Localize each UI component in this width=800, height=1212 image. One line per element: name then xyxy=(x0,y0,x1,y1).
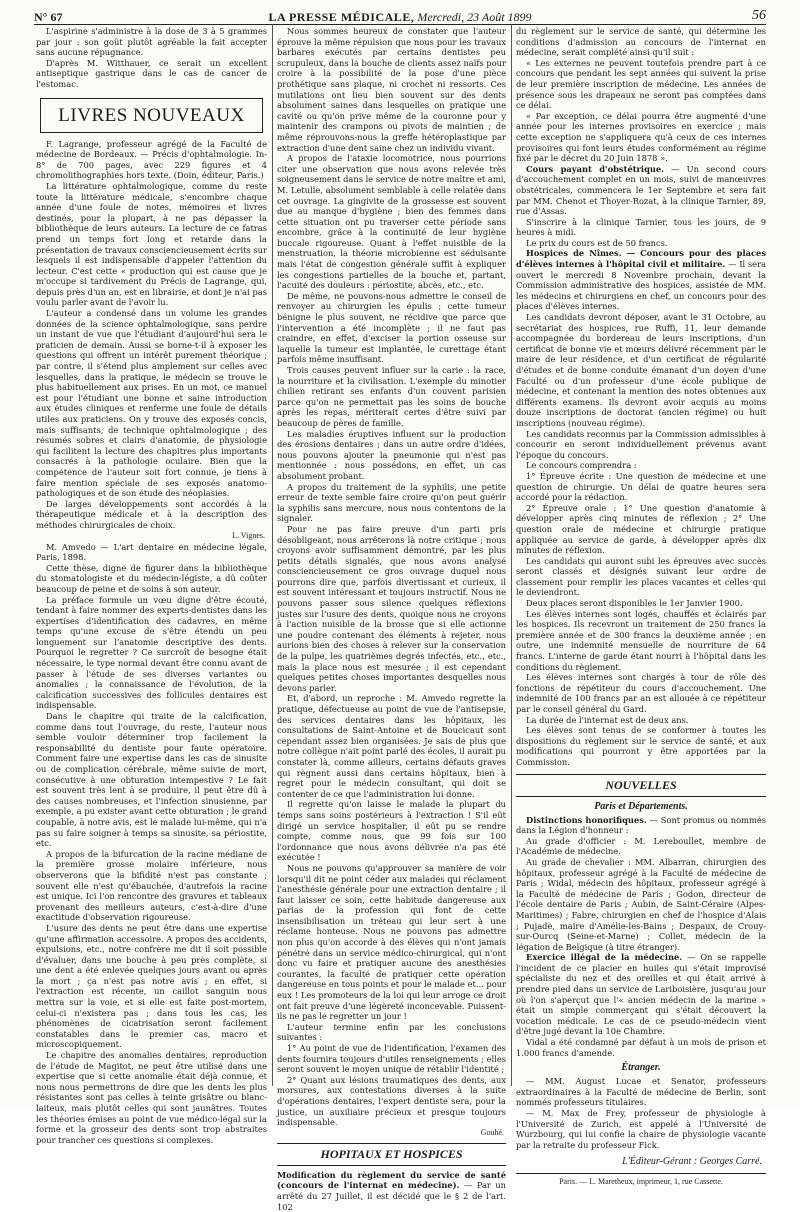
paragraph: L'auteur termine enfin par les conclusions suivantes : xyxy=(277,1021,506,1043)
item-title: Distinctions honorifiques. xyxy=(526,814,647,825)
header-rule xyxy=(34,24,766,25)
item-text: — On se rappelle l'incident de ce placier en huiles qui s'était improvisé spécialiste du nez et des oreilles et qui était arrivé à prendre pied dans un service de Lariboisière, jusqu'au jour où l'on s'aperçut que l'« ancien médecin de la marine » était un simple commerçant qui s'était découvert la vocation médicale. Le cas de ce pseudo-médecin vient d'être jugé devant la 10e Chambre. xyxy=(516,952,767,1037)
paragraph: L'auteur a condensé dans un volume les grandes données de la science ophtalmologique, sans perdre un instant de vue que l'étudiant d'aujourd'hui sera le praticien de demain. Aussi se borne-t-il à exposer les questions qui offrent un intérêt purement théorique ; par contre, il s'étend plus amplement sur celles avec lesquelles, dans la pratique, le médecin se trouve le plus habituellement aux prises. En un mot, ce manuel est pour l'étudiant une bonne et saine introduction aux études cliniques et renferme une foule de détails utiles aux praticiens. On y trouve des exposés concis, mais suffisants, de technique ophtalmologique ; des résumés sobres et clairs d'anatomie, de physiologie qui facilitent la lecture des chapitres plus importants consacrés à la pathologie oculaire. Bien que la compétence de l'auteur soit fort connue, je tiens à faire mention spéciale de ses exposés anatomo-pathologiques et de son étude des néoplasies. xyxy=(36,308,267,499)
paragraph: Nous sommes heureux de constater que l'auteur éprouve la même répulsion que nous pour les travaux barbares exécutés par certains dentistes peu scrupuleux, dans la bouche de clients assez naïfs pour croire à la possibilité de la pose d'une pièce prothétique sans plaque, ni crochet ni ressorts. Ces mutilations ont lieu bien souvent sur des dents absolument saines dans lesquelles on pratique une cavité ou qu'on prive même de la couronne pour y maintenir des crampons ou pivots de maintien ; de même réprouvons-nous la greffe hétéroplastique par extraction d'une dent saine chez un individu vivant. xyxy=(277,26,506,153)
paragraph xyxy=(516,248,766,312)
item-text: — Il sera ouvert le mercredi 8 Novembre prochain, devant la Commission administrative des hospices, assistée de MM. les médecins et chirurgiens en chef, un concours pour des places d'élèves internes. xyxy=(516,259,766,312)
page-number: 56 xyxy=(752,8,766,23)
column-divider-1 xyxy=(272,24,273,1086)
editor-signature: L'Éditeur-Gérant : Georges Carré. xyxy=(622,1156,762,1168)
item-text: — Par un arrêté du 27 Juillet, il est décidé que le § 2 de l'art. 102 xyxy=(277,1180,507,1212)
paragraph xyxy=(516,815,766,836)
paragraph: La durée de l'internat est de deux ans. xyxy=(526,714,689,725)
paragraph: Le chapitre des anomalies dentaires, reproduction de l'étude de Magitot, ne peut être utilisé dans une expertise que si cette anomalie était déjà connue, et nous nous permettrons de dire que les dents les plus résistantes sont pas celles à teinte grisâtre ou blanc-laiteux, mais plutôt celles qui sont jaunâtres. Toutes les théories émises au point de vue médico-légal sur la forme et la grosseur des dents sont trop abstraites pour trancher ces questions si complexes. xyxy=(36,1050,267,1145)
paragraph: 1° Au point de vue de l'identification, l'examen des dents fournira toujours d'utiles renseignements ; elles seront souvent le moyen unique de rétablir l'identité ; xyxy=(277,1043,506,1075)
paragraph xyxy=(277,1170,506,1212)
paragraph: Les maladies éruptives influent sur la production des érosions dentaires ; dans un autre ordre d'idées, nous pouvons ajouter la pneumonie qui n'est pas mentionnée : nous possédons, en effet, un cas absolument probant. xyxy=(277,428,506,481)
paragraph: La littérature ophtalmologique, comme du reste toute la littérature médicale, s'encombre chaque année d'une foule de notes, mémoires et livres destinés, pour la plupart, à ne pas dépasser la bibliothèque de leurs auteurs. La lecture de ce fatras prend un temps fort long et retarde dans la présentation de travaux consciencieusement écrits sur lesquels il est indispensable d'appeler l'attention du lecteur. C'est cette « production qui est cause que je m'occupe si tardivement du Précis de Lagrange, qui, depuis près d'un an, est en librairie, et dont je n'ai pas voulu parler avant de l'avoir lu. xyxy=(36,180,267,308)
aspirin-paragraphs xyxy=(36,26,267,90)
review-signature: L. Vignes. xyxy=(232,530,265,540)
paragraph: M. Amvedo — L'art dentaire en médecine légale, Paris, 1898. xyxy=(36,541,267,563)
paragraph: Au grade d'officier : M. Lereboullet, membre de l'Académie de médecine. xyxy=(516,835,766,857)
section-title-hopitaux: HOPITAUX ET HOSPICES xyxy=(277,1143,506,1166)
paragraph: Les élèves internes sont chargés à tour de rôle des fonctions de répétiteur du cours d'accouchement. Une indemnité de 100 francs par an est allouée à ce répétiteur par le conseil général du Gard. xyxy=(516,672,766,714)
paragraph: Et, d'abord, un reproche : M. Amvedo regrette la pratique, défectueuse au point de vue de l'antisepsie, des services dentaires dans les hôpitaux, les consultations de Saint-Antoine et de Boucicaut sont cependant assez bien organisées. Je sais de plus que notre collègue n'ait point parlé des écoles, il aurait pu constater là, comme ailleurs, certains défauts graves qui règnent aussi dans certains hôpitaux, bien à regret pour le médecin consultant, qui doit se contenter de ce que l'administration lui donne. xyxy=(277,693,506,799)
paragraph: Au grade de chevalier : MM. Albarran, chirurgien des hôpitaux, professeur agrégé à la Faculté de médecine de Paris ; Widal, médecin des hôpitaux, professeur agrégé à la Faculté de médecine de Paris ; Godon, directeur de l'école dentaire de Paris ; Aubin, de Saint-Céraire (Alpes-Maritimes) ; Fabre, chirurgien en chef de l'hospice d'Alais ; Pujade, maire d'Amélie-les-Bains ; Despaux, de Crouy-sur-Ourcq (Seine-et-Marne) ; Collet, médecin de la légation de Belgique (à titre étranger). xyxy=(516,856,766,952)
paragraph: A propos de la bifurcation de la racine médiane de la première grosse molaire inférieure, nous observerons que la bifidité n'est pas constante ; souvent elle n'est qu'ébauchée, d'autrefois la racine est unique. Ici l'on rencontre des gravures et tableaux provenant des meilleurs auteurs, c'est-à-dire d'une exactitude d'observation rigoureuse. xyxy=(36,848,267,923)
paragraph: « Par exception, ce délai pourra être augmenté d'une année pour les internes provisoires en exercice ; mais cette exception ne s'appliquera qu'à ceux de ces internes provisoires qui font leurs études conformément au régime fixé par le décret du 20 Juin 1878 ». xyxy=(516,110,766,164)
paragraph: L'aspirine s'administre à la dose de 3 à 5 grammes par jour : son goût plutôt agréable la fait accepter sans aucune répugnance. xyxy=(36,26,267,58)
paragraph: Les candidats qui auront subi les épreuves avec succès seront classés et désignés suivant leur ordre de classement pour remplir les places vacantes et celles qui le deviendront. xyxy=(516,555,766,598)
paragraph: 1° Épreuve écrite : Une question de médecine et une question de chirurgie. Un délai de quatre heures sera accordé pour la rédaction. xyxy=(516,470,766,503)
review-signature: Gouhé. xyxy=(480,1127,504,1137)
paragraph: Les candidats devront déposer, avant le 31 Octobre, au secrétariat des hospices, rue Ruffi, 11, leur demande accompagnée du bordereau de leurs inscriptions, d'un certificat de bonne vie et mœurs délivré récemment par le maire de leur résidence, et d'un certificat de régularité d'études et de bonne conduite émanant d'un doyen d'une Faculté ou d'un professeur d'une école publique de médecine, et contenant la mention des notes obtenues aux différents examens. Ils devront avoir acquis au moins douze inscriptions de doctorat (ancien régime) ou huit inscriptions (nouveau régime). xyxy=(516,312,766,428)
paragraph: Nous ne pouvons qu'approuver sa manière de voir lorsqu'il dit ne point céder aux malades qui réclament l'anesthésie générale pour une extraction dentaire ; il faut laisser ce soin, cette habitude dangereuse aux parias de la profession qui font de cette insensibilisation un tréteau qui leur sert à une réclame honteuse. Nous ne pouvons pas admettre non plus qu'on accorde à des élèves qui n'ont jamais pénétré dans un service médico-chirurgical, qui n'ont donc vu faire et pratiquer aucune des anesthésies courantes, la faculté de pratiquer cette opération dangereuse en tous points et pour le malade et... pour eux ! Les promoteurs de la loi qui leur arroge ce droit ont fait preuve d'une légèreté inconcevable. Puissent-ils ne pas le regretter un jour ! xyxy=(277,862,506,1022)
paragraph: — M. Max de Frey, professeur de physiologie à l'Université de Zurich, est appelé à l'Université de Wurzbourg, qui lui confie la chaire de physiologie vacante par la retraite du professeur Fick. xyxy=(516,1108,766,1150)
section-title-livres-nouveaux: LIVRES NOUVEAUX xyxy=(40,98,263,133)
review-lagrange xyxy=(36,139,267,540)
subsection-etranger: Étranger. xyxy=(621,1062,661,1074)
paragraph: Les élèves sont tenus de se conformer à toutes les dispositions du règlement sur le service de santé, et aux modifications qui pourront y être apportées par la Commission. xyxy=(516,725,766,767)
paragraph: « Les externes ne peuvent toutefois prendre part à ce concours que pendant les sept années qui suivent la prise de leur première inscription de médecine. Les années de présence sous les drapeaux ne seront pas comptées dans ce délai. xyxy=(516,57,766,111)
paragraph: Trois causes peuvent influer sur la carie : la race, la nourriture et la civilisation. L'exemple du minotier chilien retirant ses enfants d'un couvent parisien parce qu'on ne permettait pas les soins de bouche après les repas, mériterait certes d'être suivi par beaucoup de pères de famille. xyxy=(277,365,506,428)
section-title-nouvelles: NOUVELLES xyxy=(516,774,766,797)
column-divider-2 xyxy=(511,24,512,1086)
paragraph: Vidal a été condamné par défaut à un mois de prison et 1.000 francs d'amende. xyxy=(516,1037,766,1058)
paragraph: De larges développements sont accordés à la thérapeutique médicale et à la description des méthodes chirurgicales de choix. xyxy=(36,498,267,530)
paragraph: L'usure des dents ne peut être dans une expertise qu'une affirmation accessoire. A propos des accidents, expulsions, etc., notre confrère me dit il soit possible d'évaluer, dans une bouche à peu près complète, si une dent a été enlevée quelques jours avant ou après la mort ; ça n'est pas notre avis ; en effet, si l'extraction est récente, un caillot sanguin nous mettra sur la voie, et si elle est faite post-mortem, celui-ci n'existera pas ; dans tous les cas, les phénomènes de cicatrisation seront facilement constatables dans le premier cas, macro et microscopiquement. xyxy=(36,922,267,1050)
paragraph xyxy=(516,952,766,1037)
masthead xyxy=(34,10,766,25)
paragraph: 2° Quant aux lésions traumatiques des dents, aux morsures, aux contestations diverses à la suite d'opérations dentaires, l'expert dentiste sera, pour la justice, un auxiliaire précieux et presque toujours indispensable. xyxy=(277,1074,506,1128)
printer-line: Paris. — L. Maretheux, imprimeur, 1, rue Cassette. xyxy=(516,1173,766,1186)
journal-title: LA PRESSE MÉDICALE, xyxy=(268,10,415,24)
column-1 xyxy=(36,26,267,1145)
paragraph: D'après M. Witthauer, ce serait un excellent antiseptique gastrique dans le cas de cancer de l'estomac. xyxy=(36,57,267,89)
paragraph: Le concours comprendra : xyxy=(526,460,637,471)
column-3 xyxy=(516,26,767,1187)
paragraph xyxy=(516,164,766,217)
paragraph: 2° Épreuve orale : 1° Une question d'anatomie à développer après cinq minutes de réflexion ; 2° Une question orale de médecine et chirurgie pratique appliquée au service de garde, à développer après dix minutes de réflexion. xyxy=(516,502,766,556)
paragraph: A propos de l'ataxie locomotrice, nous pourrions citer une observation que nous avons relevée très soigneusement dans le service de notre maître et ami, M. Letulle, absolument semblable à celle relatée dans cet ouvrage. La gingivite de la grossesse est souvent due au manque d'hygiène ; bien des femmes dans cette situation ont pu traverser cette période sans encombre, grâce à la continuité de leur hygiène buccale rigoureuse. Quant à l'effet nuisible de la menstruation, la théorie microbienne est séduisante mais l'état de congestion générale suffit à expliquer les congestions partielles de la bouche et, partant, l'acuité des douleurs : périostite, abcès, etc., etc. xyxy=(277,153,506,291)
item-title: Hospices de Nîmes. — Concours pour des places d'élèves internes à l'hôpital civil et militaire. xyxy=(516,248,766,270)
issue-date: Mercredi, 23 Août 1899 xyxy=(417,10,532,24)
paragraph: Les élèves internes sont logés, chauffés et éclairés par les hospices. Ils recevront un traitement de 250 francs la première année et de 300 francs la deuxième année ; en outre, une indemnité mensuelle de nourriture de 64 francs. L'interne de garde étant nourri à l'hôpital dans les conditions du règlement. xyxy=(516,608,766,672)
paragraph: Il regrette qu'on laisse le malade la plupart du temps sans soins postérieurs à l'extraction ! S'il eût dirigé un service hospitalier, il eût pu se rendre compte, comme nous, que 99 fois sur 100 l'ordonnance que nous avons délivrée n'a pas été exécutée ! xyxy=(277,799,506,863)
paragraph: La préface formule un vœu digne d'être écouté, tendant à faire nommer des experts-dentistes dans les expertises d'identification des cadavres, en même temps qu'une excuse de s'être étendu un peu longuement sur l'anatomie descriptive des dents. Pourquoi le regretter ? Ce surcroît de besogne était nécessaire, le type normal devant être connu avant de passer à l'étude de ses diverses variantes ou anomalies ; la connaissance de l'évolution, de la calcification successives des follicules dentaires est indispensable. xyxy=(36,594,267,711)
paragraph: Deux places seront disponibles le 1er Janvier 1900. xyxy=(526,598,743,609)
paragraph: Pour ne pas faire preuve d'un parti pris désobligeant, nous arrêterons là notre critique ; nous croyons avoir suffisamment démontré, par les plus petits détails signalés, que nous avons analysé consciencieusement ce gros ouvrage duquel nous pourrons dire que, parfois divertissant et curieux, il est souvent intéressant et toujours instructif. Nous ne pouvons passer sous silence quelques réflexions justes sur l'usure des dents, quoique nous ne croyons à l'action nuisible de la brosse que si elle actionne une poudre contenant des éléments à rejeter, nous aurions bien des choses à relever sur la conservation de la pulpe, les quatrièmes degrés infectés, etc., etc., mais la place nous est mesurée ; il est cependant quelques petites choses importantes desquelles nous devons parler. xyxy=(277,523,506,693)
item-title: Cours payant d'obstétrique. xyxy=(526,163,665,174)
paragraph: De même, ne pouvons-nous admettre le conseil de renvoyer au chirurgien les épulis ; cette tumeur bénigne le plus souvent, ne récidive que parce que l'intervention a été incomplète ; il ne faut pas craindre, en effet, d'exciser la portion osseuse sur laquelle la tumeur est implantée, le curettage étant parfois même insuffisant. xyxy=(277,290,506,365)
paragraph: Les candidats reconnus par la Commission admissibles à concourir en seront individuellement prévenus avant l'époque du concours. xyxy=(516,428,766,460)
item-text: — Sont promus ou nommés dans la Légion d'honneur : xyxy=(516,814,767,836)
review-amvedo xyxy=(36,542,267,1146)
column-2 xyxy=(277,26,507,1212)
paragraph: S'inscrire à la clinique Tarnier, tous les jours, de 9 heures à midi. xyxy=(516,216,766,238)
item-title: Modification du règlement du service de santé (concours de l'internat en médecine). xyxy=(277,1169,506,1191)
paragraph: du règlement sur le service de santé, qui détermine les conditions d'admission au concours de l'internat en médecine, serait complété ainsi qu'il suit : xyxy=(516,26,766,58)
paragraph: Dans le chapitre qui traite de la calcification, comme dans tout l'ouvrage, du reste, l'auteur nous semble vouloir déterminer trop facilement la responsabilité du dentiste pour faute opératoire. Comment faire une expertise dans les cas de sinusite ou de complication cérébrale, même suivie de mort, consécutive à une obturation intempestive ? Le fait est souvent très lent à se produire, il peut être dû à des causes nombreuses, et l'infection sinusienne, par exemple, a pu exister avant cette obturation ; le grand coupable, à notre avis, est le malade lui-même, qui n'a pas su faire soigner à temps sa sinusite, sa périostite, etc. xyxy=(36,711,267,849)
paragraph: F. Lagrange, professeur agrégé de la Faculté de médecine de Bordeaux. — Précis d'ophtalmologie. In-8° de 700 pages, avec 229 figures et 4 chromolithographies hors texte. (Doin, éditeur, Paris.) xyxy=(36,138,267,181)
paragraph: Le prix du cours est de 50 francs. xyxy=(526,237,668,248)
paragraph: — MM. August Lucae et Senator, professeurs extraordinaires à la Faculté de médecine de Berlin, sont nommés professeurs titulaires. xyxy=(516,1076,766,1108)
review-amvedo-continued xyxy=(277,26,506,1137)
issue-number: N° 67 xyxy=(34,10,63,24)
item-title: Exercice illégal de la médecine. xyxy=(526,952,683,963)
subsection-paris: Paris et Départements. xyxy=(594,800,688,812)
paragraph: Cette thèse, digne de figurer dans la bibliothèque du stomatologiste et du médecin-légiste, a dû coûter beaucoup de peine et de soins à son auteur. xyxy=(36,562,267,594)
paragraph: A propos du traitement de la syphilis, une petite erreur de texte semble faire croire qu'on peut guérir la syphilis sans mercure, nous nous contentons de la signaler. xyxy=(277,481,506,524)
page-header xyxy=(34,8,766,28)
item-text: — Un second cours d'accouchement complet en un mois, suivi de manœuvres obstétricales, commencera le 1er Septembre et sera fait par MM. Chenot et Thoyer-Rozat, à la clinique Tarnier, 89, rue d'Assas. xyxy=(516,163,766,217)
